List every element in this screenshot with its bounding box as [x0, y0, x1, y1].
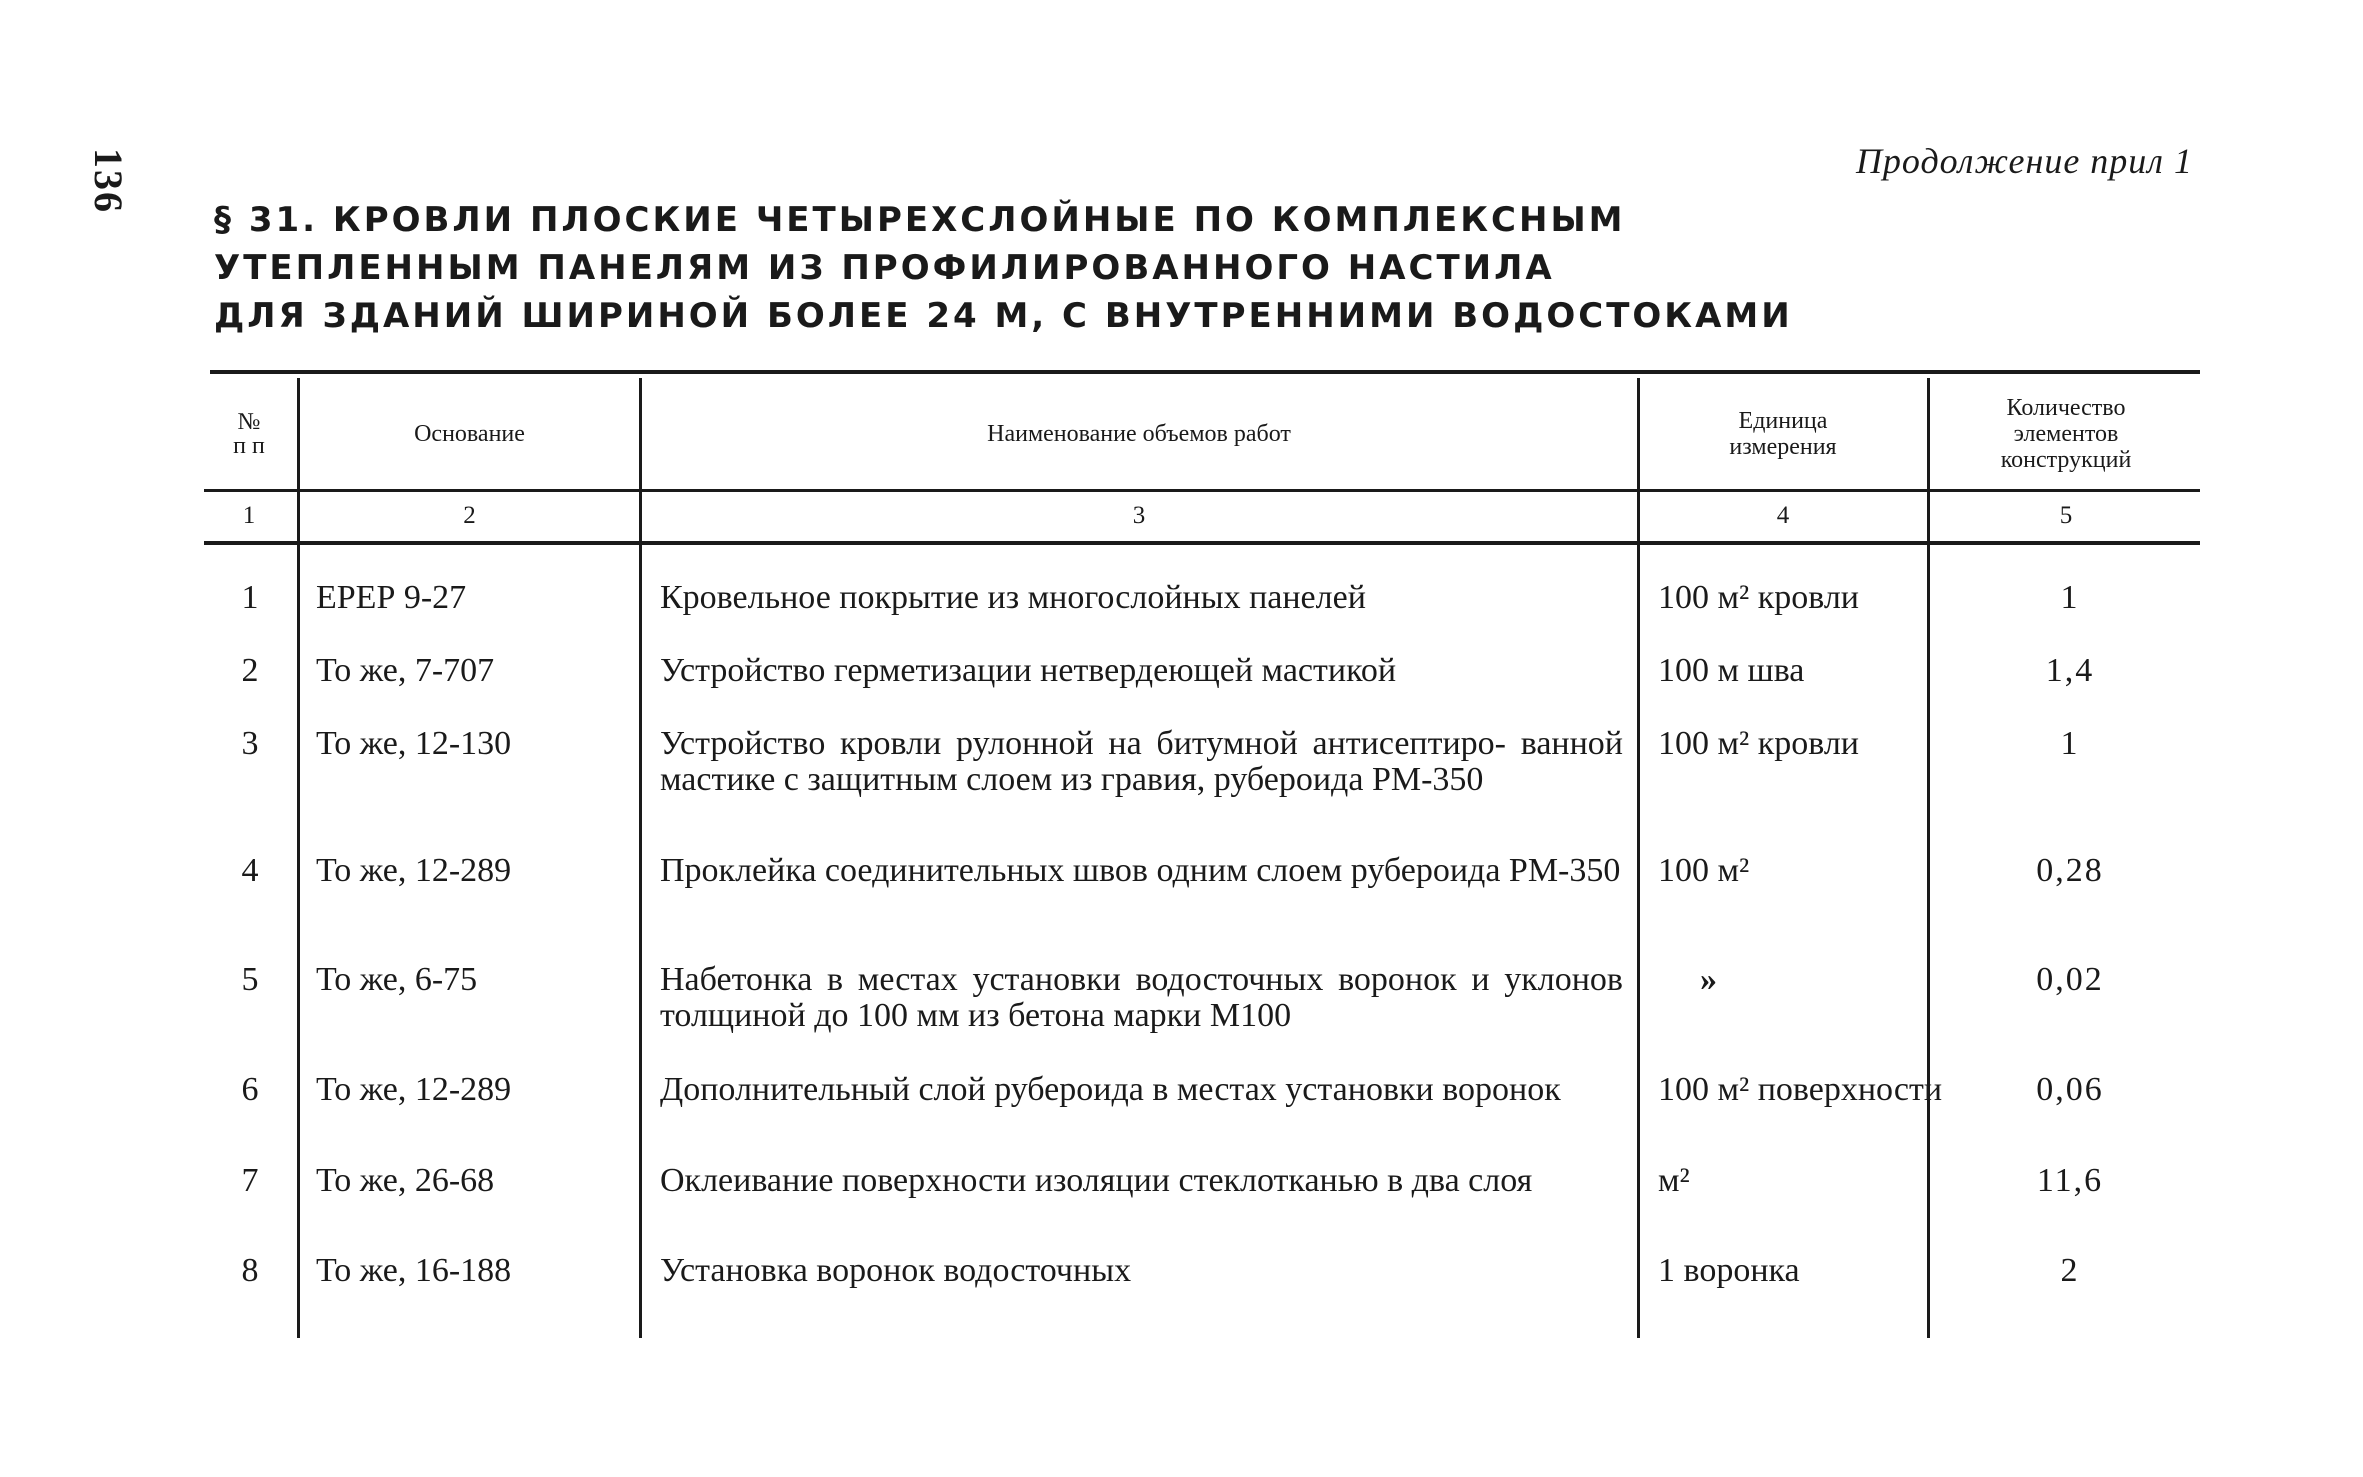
- row-work-name: Проклейка соединительных швов одним слоем рубероида РМ-350: [660, 852, 1621, 889]
- row-basis: То же, 7-707: [316, 652, 495, 689]
- row-basis: То же, 6-75: [316, 961, 478, 998]
- column-number-4: 4: [1776, 502, 1790, 529]
- row-quantity: 1,4: [2045, 652, 2095, 689]
- row-basis: То же, 16-188: [316, 1252, 512, 1289]
- row-basis: То же, 12-130: [316, 725, 512, 762]
- header-num: № п п: [233, 409, 265, 459]
- continuation-note: Продолжение прил 1: [1855, 141, 2193, 181]
- header-unit: Единица измерения: [1729, 408, 1837, 460]
- row-unit-ditto-mark: »: [1700, 961, 1717, 998]
- row-work-name: Устройство герметизации нетвердеющей мастикой: [660, 652, 1397, 689]
- row-quantity: 2: [2060, 1252, 2080, 1289]
- row-work-name: Кровельное покрытие из многослойных панелей: [660, 579, 1366, 616]
- row-quantity: 0,28: [2036, 852, 2104, 889]
- row-quantity: 1: [2060, 579, 2080, 616]
- column-number-2: 2: [463, 502, 476, 529]
- row-basis: То же, 12-289: [316, 1071, 512, 1108]
- row-unit: 100 м² кровли: [1658, 725, 1859, 762]
- row-number: 4: [241, 852, 259, 889]
- page-number: 136: [86, 148, 131, 214]
- column-number-1: 1: [242, 502, 256, 529]
- column-numbers-bottom-rule: [204, 541, 2200, 545]
- col-divider-3: [1637, 378, 1640, 1338]
- section-title-line-1: § 31. КРОВЛИ ПЛОСКИЕ ЧЕТЫРЕХСЛОЙНЫЕ ПО КОМПЛЕКСНЫМ: [214, 200, 1626, 240]
- row-quantity: 0,06: [2036, 1071, 2104, 1108]
- row-work-name: Дополнительный слой рубероида в местах установки воронок: [660, 1071, 1561, 1108]
- row-work-name: Набетонка в местах установки водосточных воронок и уклонов толщиной до 100 мм из бетона марки М100: [660, 961, 1623, 1034]
- header-basis: Основание: [414, 421, 525, 447]
- header-qty: Количество элементов конструкций: [2000, 395, 2132, 473]
- row-number: 5: [241, 961, 259, 998]
- header-work: Наименование объемов работ: [987, 421, 1291, 447]
- section-title-line-3: ДЛЯ ЗДАНИЙ ШИРИНОЙ БОЛЕЕ 24 М, С ВНУТРЕННИМИ ВОДОСТОКАМИ: [214, 296, 1793, 336]
- row-number: 2: [241, 652, 259, 689]
- row-unit: 100 м²: [1658, 852, 1750, 889]
- row-unit: 100 м шва: [1658, 652, 1805, 689]
- table-top-rule: [210, 370, 2200, 374]
- section-title-line-2: УТЕПЛЕННЫМ ПАНЕЛЯМ ИЗ ПРОФИЛИРОВАННОГО НАСТИЛА: [214, 248, 1555, 288]
- row-quantity: 11,6: [2036, 1162, 2104, 1199]
- row-work-name: Устройство кровли рулонной на битумной антисептиро- ванной мастике с защитным слоем из гравия, рубероида РМ-350: [660, 725, 1623, 798]
- header-bottom-rule: [204, 489, 2200, 492]
- row-unit: 1 воронка: [1658, 1252, 1800, 1289]
- row-basis: То же, 26-68: [316, 1162, 495, 1199]
- row-number: 3: [241, 725, 259, 762]
- row-basis: То же, 12-289: [316, 852, 512, 889]
- row-work-name: Оклеивание поверхности изоляции стеклотканью в два слоя: [660, 1162, 1533, 1199]
- row-quantity: 1: [2060, 725, 2080, 762]
- row-number: 8: [241, 1252, 259, 1289]
- col-divider-1: [297, 378, 300, 1338]
- row-number: 1: [241, 579, 259, 616]
- row-number: 6: [241, 1071, 259, 1108]
- row-unit: 100 м² кровли: [1658, 579, 1859, 616]
- row-number: 7: [241, 1162, 259, 1199]
- column-number-3: 3: [1132, 502, 1146, 529]
- row-unit: м²: [1658, 1162, 1690, 1199]
- row-quantity: 0,02: [2036, 961, 2104, 998]
- row-work-name: Установка воронок водосточных: [660, 1252, 1132, 1289]
- row-basis: ЕРЕР 9-27: [316, 579, 467, 616]
- column-number-5: 5: [2059, 502, 2073, 529]
- col-divider-2: [639, 378, 642, 1338]
- row-unit: 100 м² поверхности: [1658, 1071, 1943, 1108]
